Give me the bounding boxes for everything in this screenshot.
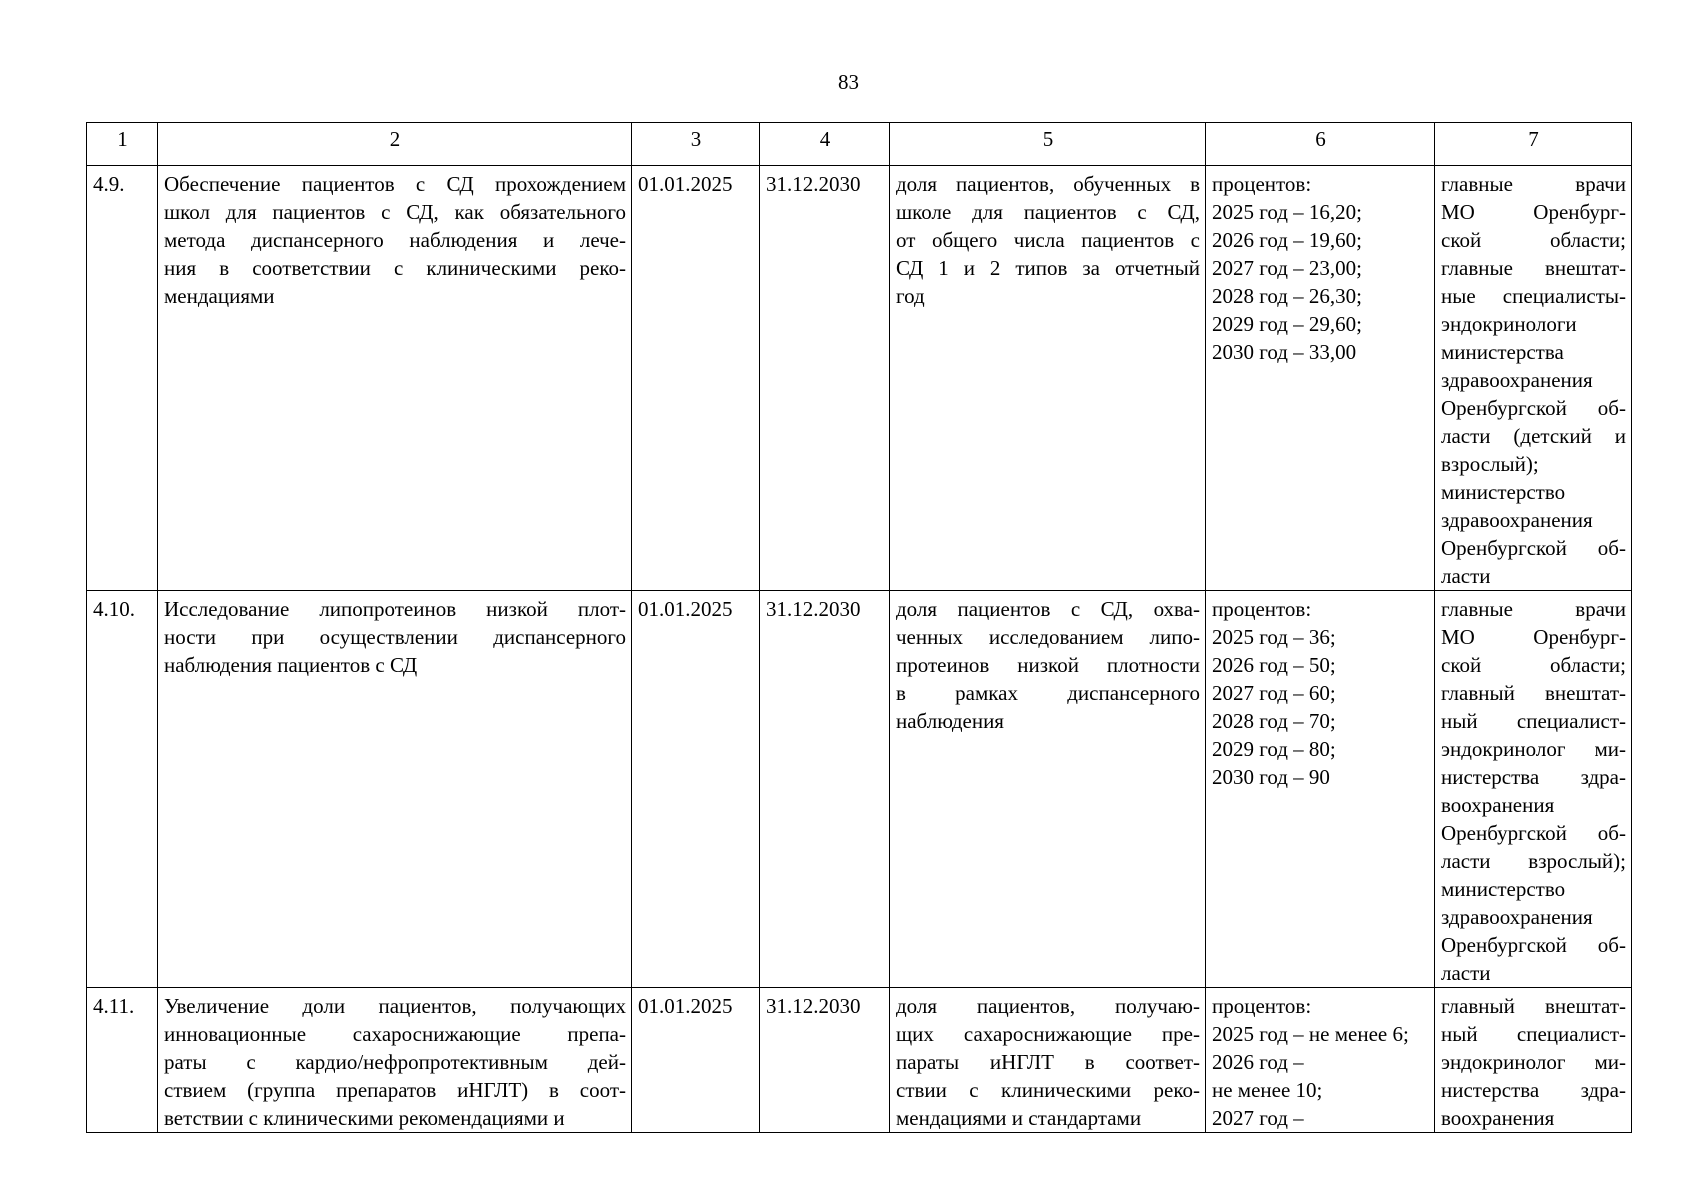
responsible-line: здравоохранения [1441,508,1593,532]
responsible-line: Оренбургской об- [1441,536,1626,560]
target-values-line: 2029 год – 80; [1212,737,1336,761]
target-values-line: 2026 год – 19,60; [1212,228,1363,252]
target-values-line: 2030 год – 90 [1212,765,1330,789]
header-cell-4: 4 [760,123,890,166]
target-values [1206,166,1435,591]
responsible-line: эндокринолог ми- [1441,737,1626,761]
responsible [1435,591,1632,988]
target-values-line: процентов: [1212,597,1312,621]
responsible-line: ласти (детский и [1441,424,1626,448]
target-values-line: 2028 год – 26,30; [1212,284,1363,308]
responsible-line: главные врачи [1441,172,1626,196]
responsible [1435,166,1632,591]
responsible-line: главные врачи [1441,597,1626,621]
indicator-line: параты иНГЛТ в соответ- [896,1050,1200,1074]
start-date: 01.01.2025 [632,166,760,591]
responsible-line: главный внештат- [1441,994,1626,1018]
measure-name-line: ности при осуществлении диспансерного [164,625,626,649]
start-date: 01.01.2025 [632,591,760,988]
indicator-line: школе для пациентов с СД, [896,200,1200,224]
responsible-line: ласти взрослый); [1441,849,1626,873]
measure-name-line: ветствии с клиническими рекомендациями и [164,1106,565,1130]
indicator-line: наблюдения [896,709,1004,733]
measure-name-line: Обеспечение пациентов с СД прохождением [164,172,626,196]
indicator [890,591,1206,988]
indicator-line: мендациями и стандартами [896,1106,1142,1130]
responsible-line: главные внештат- [1441,256,1626,280]
row-number: 4.10. [87,591,158,988]
indicator-line: СД 1 и 2 типов за отчетный [896,256,1200,280]
responsible-line: ской области; [1441,653,1626,677]
measure-name-line: Исследование липопротеинов низкой плот- [164,597,626,621]
target-values-line: 2029 год – 29,60; [1212,312,1363,336]
table-row [87,166,1632,591]
indicator-line: доля пациентов, обученных в [896,172,1200,196]
indicator-line: доля пациентов, получаю- [896,994,1200,1018]
measure-name-line: инновационные сахароснижающие препа- [164,1022,626,1046]
responsible-line: МО Оренбург- [1441,625,1626,649]
responsible-line: эндокринолог ми- [1441,1050,1626,1074]
responsible-line: взрослый); [1441,452,1539,476]
target-values-line: 2027 год – 23,00; [1212,256,1363,280]
responsible-line: нистерства здра- [1441,1078,1626,1102]
target-values-line: 2030 год – 33,00 [1212,340,1357,364]
measure-name-line: ния в соответствии с клиническими реко- [164,256,626,280]
measure-name-line: мендациями [164,284,275,308]
target-values-line: 2026 год – 50; [1212,653,1336,677]
indicator-line: ствии с клиническими реко- [896,1078,1200,1102]
header-cell-6: 6 [1206,123,1435,166]
responsible-line: ный специалист- [1441,709,1626,733]
target-values-line: 2027 год – [1212,1106,1304,1130]
target-values [1206,988,1435,1133]
indicator-line: щих сахароснижающие пре- [896,1022,1200,1046]
measure-name-line: раты с кардио/нефропротективным дей- [164,1050,626,1074]
target-values-line: 2026 год – [1212,1050,1304,1074]
measure-name-line: наблюдения пациентов с СД [164,653,418,677]
responsible-line: здравоохранения [1441,368,1593,392]
table-row [87,988,1632,1133]
responsible-line: Оренбургской об- [1441,933,1626,957]
indicator-line: протеинов низкой плотности [896,653,1200,677]
measure-name [158,988,632,1133]
indicator-line: от общего числа пациентов с [896,228,1200,252]
row-number: 4.11. [87,988,158,1133]
responsible-line: воохранения [1441,793,1555,817]
responsible-line: здравоохранения [1441,905,1593,929]
indicator-line: год [896,284,925,308]
responsible-line: МО Оренбург- [1441,200,1626,224]
responsible [1435,988,1632,1133]
target-values-line: 2027 год – 60; [1212,681,1336,705]
indicator-line: в рамках диспансерного [896,681,1200,705]
responsible-line: ласти [1441,961,1491,985]
responsible-line: министерство [1441,877,1566,901]
indicator-line: ченных исследованием липо- [896,625,1200,649]
measure-name-line: ствием (группа препаратов иНГЛТ) в соот- [164,1078,626,1102]
measure-name-line: метода диспансерного наблюдения и лече- [164,228,626,252]
end-date: 31.12.2030 [760,988,890,1133]
target-values-line: 2025 год – 36; [1212,625,1336,649]
target-values-line: процентов: [1212,172,1312,196]
target-values-line: 2025 год – не менее 6; [1212,1022,1409,1046]
responsible-line: ласти [1441,564,1491,588]
target-values-line: 2028 год – 70; [1212,709,1336,733]
responsible-line: Оренбургской об- [1441,821,1626,845]
header-cell-2: 2 [158,123,632,166]
header-cell-5: 5 [890,123,1206,166]
start-date: 01.01.2025 [632,988,760,1133]
measures-table [86,122,1632,1133]
responsible-line: министерства [1441,340,1564,364]
target-values-line: процентов: [1212,994,1312,1018]
header-cell-1: 1 [87,123,158,166]
header-row [87,123,1632,166]
end-date: 31.12.2030 [760,591,890,988]
row-number: 4.9. [87,166,158,591]
responsible-line: ный специалист- [1441,1022,1626,1046]
measure-name-line: Увеличение доли пациентов, получающих [164,994,626,1018]
measure-name [158,591,632,988]
target-values-line: 2025 год – 16,20; [1212,200,1363,224]
header-cell-3: 3 [632,123,760,166]
header-cell-7: 7 [1435,123,1632,166]
responsible-line: воохранения [1441,1106,1555,1130]
responsible-line: эндокринологи [1441,312,1577,336]
measure-name-line: школ для пациентов с СД, как обязательного [164,200,626,224]
indicator-line: доля пациентов с СД, охва- [896,597,1200,621]
target-values [1206,591,1435,988]
indicator [890,166,1206,591]
responsible-line: главный внештат- [1441,681,1626,705]
responsible-line: нистерства здра- [1441,765,1626,789]
end-date: 31.12.2030 [760,166,890,591]
target-values-line: не менее 10; [1212,1078,1323,1102]
responsible-line: министерство [1441,480,1566,504]
responsible-line: Оренбургской об- [1441,396,1626,420]
indicator [890,988,1206,1133]
responsible-line: ные специалисты- [1441,284,1626,308]
page-number: 83 [838,70,859,94]
table-row [87,591,1632,988]
responsible-line: ской области; [1441,228,1626,252]
measure-name [158,166,632,591]
